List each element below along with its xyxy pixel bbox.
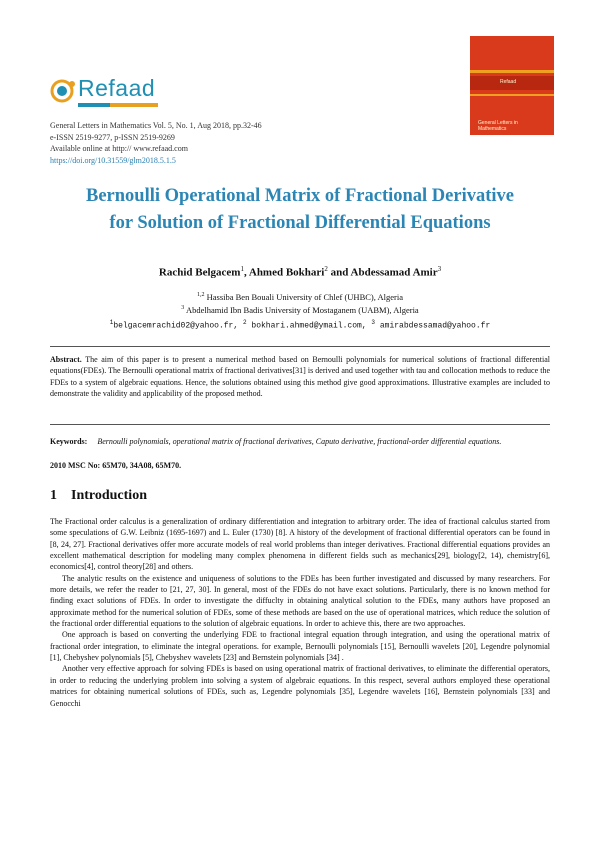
- section-number: 1: [50, 488, 57, 503]
- available-online-line: Available online at http:// www.refaad.com: [50, 144, 188, 154]
- title-line: Bernoulli Operational Matrix of Fractional Derivative: [86, 186, 514, 206]
- keywords-label: Keywords:: [50, 437, 88, 446]
- journal-cover-thumbnail[interactable]: [470, 36, 554, 135]
- abstract-text: The aim of this paper is to present a numerical method based on Bernoulli polynomials for numerical solutions of fractional differential equations(FDEs). The Bernoulli operational matrix of fractional derivatives[31] is derived and used together with tau and collocation methods to reduce the FDEs to a system of algebraic equations. Hence, the solutions obtained using this method give good approximations. Illustrative examples are included to demonstrate the validity and applicability of the proposed method.: [50, 355, 550, 399]
- cover-title: General Letters in: [478, 120, 518, 126]
- author-emails: $^1$belgacemrachid02@yahoo.fr, $^2$ bokhari.ahmed@ymail.com, $^3$ amirabdessamad@yahoo.fr: [109, 318, 491, 331]
- paragraph: One approach is based on converting the underlying FDE to fractional integral equation through integration, and using the operational matrix of fractional order integration, to eliminate the integral operations. for example, Bernoulli polynomials [15], Bernoulli wavelets [20], Legendre polynomial [1], Chebyshev polynomials [5], Chebyshev wavelets [23] and Bernstein polynomials [34] .: [50, 630, 550, 663]
- title-line: for Solution of Fractional Differential Equations: [109, 213, 491, 233]
- cover-stripe: [470, 70, 554, 73]
- paragraph: Another very effective approach for solving FDEs is based on using operational matrix of fractional derivatives, to eliminate the differential operators, in order to reducing the underlying problem into solving a system of algebraic equations. In this respect, several authors employed these operational matrices for obtaining numerical solutions of FDEs, such as, Legendre polynomials [35], Legendre wavelets [16], Bernstein polynomials [33] and Genocchi: [50, 664, 550, 708]
- doi-link[interactable]: https://doi.org/10.31559/glm2018.5.1.5: [50, 155, 176, 165]
- abstract-bottom-rule: [50, 424, 550, 425]
- refaad-logo[interactable]: [50, 74, 160, 112]
- cover-subtitle: Mathematics: [478, 126, 507, 132]
- paragraph: The Fractional order calculus is a generalization of ordinary differentiation and integration to arbitrary order. The idea of fractional calculus started from some speculations of G.W. Leibniz (1695-1697) and L. Euler (1730) [8]. A history of the development of fractional differential operators can be found in [8, 24, 27]. Fractional derivatives offer more accurate models of real world problems than integer derivatives. Fractional differential equations provides an excellent mathematical description for modeling many complex phenomena in different fields such as mechanics[29], biology[2, 14), chemistry[6], economics[4], control theory[28] and others.: [50, 517, 550, 572]
- paper-title: [40, 183, 560, 237]
- paragraph: The analytic results on the existence and uniqueness of solutions to the FDEs has been further investigated and discussed by many researchers. For more details, we refer the reader to [21, 27, 30]. In general, most of the FDEs do not have exact solutions. Particularly, there is no known method for finding exact solutions of FDEs. In order to investigate the diffuclty in obtaining analytical solution to the FDEs, many authors have proposed an approximate method for the numerical solution of FDEs, some of these methods are based on the use of operational matrices, which reduce the solution of the fractional order differential equations to the solution of algebraic equations. In order to achieve this, there are two approaches.: [50, 573, 550, 629]
- author-name: Ahmed Bokhari: [248, 266, 325, 279]
- introduction-body: [50, 516, 550, 709]
- cover-stripe: [470, 94, 554, 96]
- cover-publisher: Refaad: [500, 79, 517, 85]
- author-list: [40, 265, 560, 279]
- author-name: Rachid Belgacem: [158, 266, 241, 279]
- keywords: [50, 437, 550, 448]
- author-affiliation-mark: 3: [437, 265, 442, 273]
- logo-text: Refaad: [78, 75, 156, 101]
- issn-line: e-ISSN 2519-9277, p-ISSN 2519-9269: [50, 132, 175, 142]
- author-separator: and: [327, 266, 351, 279]
- email-link[interactable]: belgacemrachid02@yahoo.fr,: [113, 321, 239, 331]
- keywords-text: Bernoulli polynomials, operational matrix of fractional derivatives, Caputo derivative, fractional-order differential equations.: [97, 437, 502, 446]
- author-affiliation-mark: 2: [324, 265, 328, 273]
- affiliation-line: $^3$ Abdelhamid Ibn Badis University of Mostaganem (UABM), Algeria: [181, 305, 419, 316]
- email-link[interactable]: amirabdessamad@yahoo.fr: [379, 321, 491, 331]
- email-link[interactable]: bokhari.ahmed@ymail.com,: [251, 321, 367, 331]
- journal-line: General Letters in Mathematics Vol. 5, No. 1, Aug 2018, pp.32-46: [50, 121, 262, 130]
- abstract-label: Abstract.: [50, 355, 82, 364]
- logo-underline: [78, 103, 158, 107]
- section-heading: [50, 488, 147, 504]
- section-title: Introduction: [71, 488, 147, 503]
- abstract-top-rule: [50, 346, 550, 347]
- abstract: [50, 354, 550, 400]
- author-name: Abdessamad Amir: [350, 266, 438, 279]
- msc-classification: 2010 MSC No: 65M70, 34A08, 65M70.: [50, 461, 182, 470]
- affiliation-line: $^{1,2}$ Hassiba Ben Bouali University of Chlef (UHBC), Algeria: [196, 291, 404, 302]
- publication-info: [50, 120, 262, 166]
- author-affiliation-mark: 1: [240, 265, 244, 273]
- author-separator: ,: [243, 266, 249, 279]
- affiliations: [40, 290, 560, 332]
- refaad-logo-icon: [50, 76, 80, 106]
